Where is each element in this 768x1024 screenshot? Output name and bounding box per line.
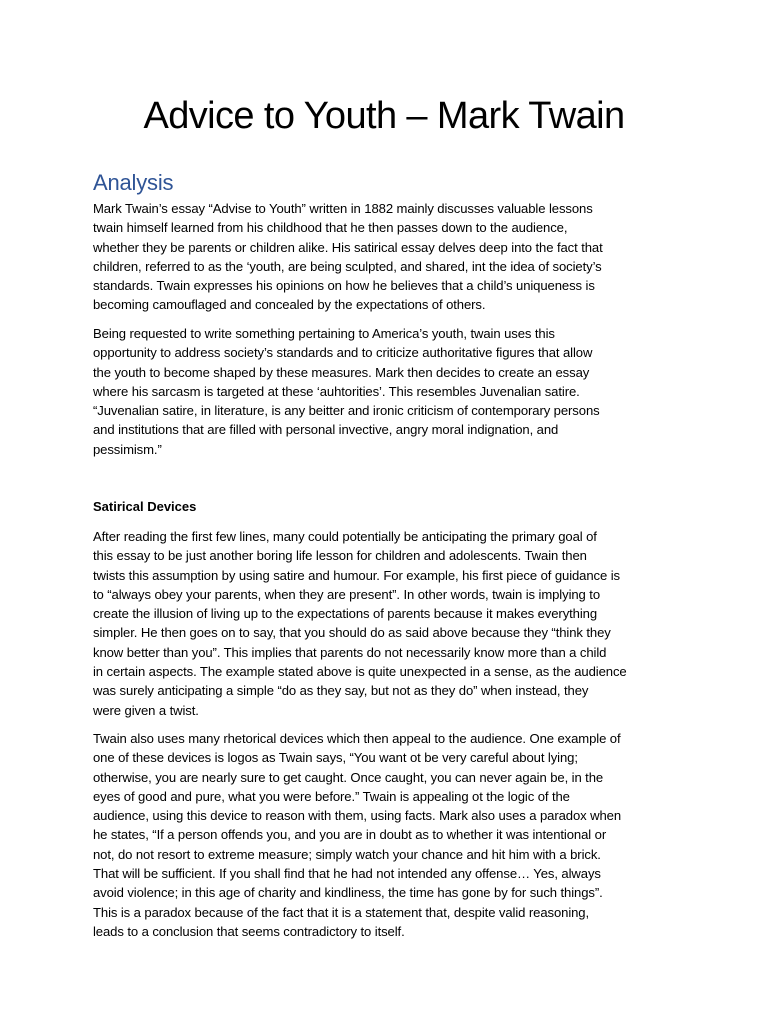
paragraph-1 [93,199,683,315]
paragraph-line: Twain also uses many rhetorical devices which then appeal to the audience. One example of [93,731,621,746]
paragraph-line: simpler. He then goes on to say, that you should do as said above because they “think they [93,625,611,641]
paragraph-line: where his sarcasm is targeted at these ‘auhtorities’. This resembles Juvenalian satire. [93,383,580,399]
paragraph-line: eyes of good and pure, what you were before.” Twain is appealing ot the logic of the [93,788,570,804]
paragraph-line: to “always obey your parents, when they are present”. In other words, twain is implying to [93,586,600,602]
paragraph-line: one of these devices is logos as Twain says, “You want ot be very careful about lying; [93,750,578,766]
paragraph-line: in certain aspects. The example stated above is quite unexpected in a sense, as the audience [93,664,627,680]
paragraph-line: and institutions that are filled with personal invective, angry moral indignation, and [93,422,559,438]
paragraph-line: this essay to be just another boring life lesson for children and adolescents. Twain then [93,548,587,564]
section-heading-analysis: Analysis [93,170,174,195]
paragraph-line: twists this assumption by using satire and humour. For example, his first piece of guidance is [93,567,620,583]
paragraph-line: he states, “If a person offends you, and you are in doubt as to whether it was intentional or [93,827,607,843]
paragraph-3 [93,527,683,720]
paragraph-4 [93,729,683,941]
document-title: Advice to Youth – Mark Twain [143,95,625,137]
paragraph-line: That will be sufficient. If you shall find that he had not intended any offense… Yes, always [93,866,601,882]
paragraph-line: the youth to become shaped by these measures. Mark then decides to create an essay [93,364,590,380]
paragraph-line: know better than you”. This implies that parents do not necessarily know more than a child [93,644,607,660]
paragraph-line: avoid violence; in this age of charity and kindliness, the time has gone by for such things”. [93,885,603,901]
paragraph-line: create the illusion of living up to the expectations of parents because it makes everything [93,606,598,622]
paragraph-line: pessimism.” [93,441,162,457]
paragraph-line: Mark Twain’s essay “Advise to Youth” written in 1882 mainly discusses valuable lessons [93,201,593,216]
paragraph-line: not, do not resort to extreme measure; simply watch your chance and hit him with a brick. [93,846,601,862]
paragraph-line: whether they be parents or children alike. His satirical essay delves deep into the fact that [93,239,603,255]
paragraph-line: children, referred to as the ‘youth, are being sculpted, and shared, int the idea of society’s [93,258,602,274]
paragraph-line: Being requested to write something pertaining to America’s youth, twain uses this [93,326,555,341]
paragraph-line: audience, using this device to reason with them, using facts. Mark also uses a paradox when [93,808,622,824]
paragraph-line: otherwise, you are nearly sure to get caught. Once caught, you can never again be, in the [93,769,604,785]
paragraph-line: standards. Twain expresses his opinions on how he believes that a child’s uniqueness is [93,278,595,294]
paragraph-line: was surely anticipating a simple “do as they say, but not as they do” when instead, they [93,683,589,699]
paragraph-line: After reading the first few lines, many could potentially be anticipating the primary goal of [93,529,597,544]
paragraph-line: This is a paradox because of the fact that it is a statement that, despite valid reasoning, [93,904,590,920]
paragraph-line: were given a twist. [93,702,199,718]
paragraph-line: becoming camouflaged and concealed by the expectations of others. [93,297,486,313]
paragraph-line: leads to a conclusion that seems contradictory to itself. [93,923,405,939]
subheading-satirical-devices: Satirical Devices [93,499,197,514]
paragraph-2 [93,324,683,459]
paragraph-line: twain himself learned from his childhood that he then passes down to the audience, [93,220,568,236]
paragraph-line: “Juvenalian satire, in literature, is any beitter and ironic criticism of contemporary persons [93,403,600,419]
paragraph-line: opportunity to address society’s standards and to criticize authoritative figures that allow [93,345,593,361]
